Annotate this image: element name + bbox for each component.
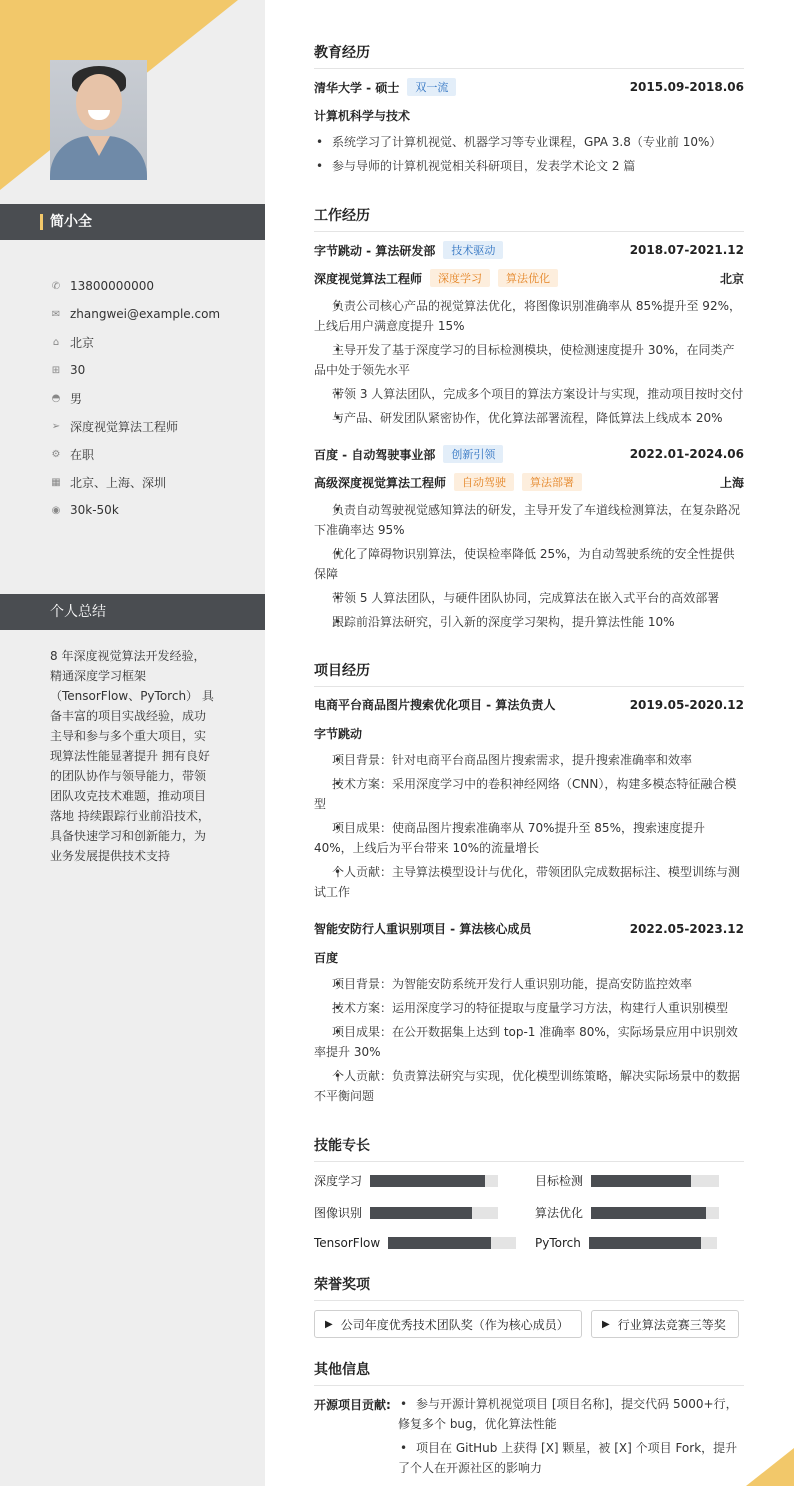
- building-icon: ▦: [51, 476, 61, 488]
- skill-item: [314, 1172, 498, 1189]
- salary-icon: ◉: [51, 504, 61, 516]
- sidebar: [0, 0, 265, 1486]
- info-position: ➢ 深度视觉算法工程师: [51, 419, 179, 434]
- role-tag: 自动驾驶: [454, 473, 514, 491]
- status-icon: ⚙: [51, 448, 61, 460]
- info-cities: ▦ 北京、上海、深圳: [51, 475, 167, 490]
- home-icon: ⌂: [52, 336, 60, 348]
- list-item: • 项目成果：在公开数据集上达到 top-1 准确率 80%，实际场景应用中识别效率提升 30%: [314, 1022, 744, 1062]
- job-city: 上海: [719, 475, 744, 490]
- summary-title: 个人总结: [0, 594, 265, 630]
- projects-title: 项目经历: [314, 660, 744, 687]
- skill-bar: [388, 1237, 516, 1249]
- triangle-right-icon: ▶: [325, 1318, 333, 1330]
- company-name: 字节跳动 - 算法研发部: [314, 243, 436, 258]
- company-tag: 技术驱动: [443, 241, 503, 259]
- skill-bar: [591, 1175, 719, 1187]
- education-date: 2015.09-2018.06: [629, 80, 744, 94]
- skill-bar-fill: [370, 1175, 485, 1187]
- list-item: • 技术方案：运用深度学习的特征提取与度量学习方法，构建行人重识别模型: [314, 998, 744, 1018]
- skill-item: [314, 1236, 516, 1250]
- school-name: 清华大学 - 硕士: [314, 80, 400, 95]
- other-bullets: [398, 1394, 744, 1482]
- skill-name: 图像识别: [314, 1206, 363, 1220]
- skill-bar-fill: [591, 1175, 691, 1187]
- decorative-corner: [746, 1448, 794, 1486]
- send-icon: ➢: [51, 420, 61, 432]
- project-bullets: [314, 750, 744, 906]
- company-tag: 创新引领: [443, 445, 503, 463]
- education-header: [314, 78, 744, 96]
- skill-bar: [589, 1237, 717, 1249]
- list-item: • 个人贡献：负责算法研究与实现，优化模型训练策略，解决实际场景中的数据不平衡问题: [314, 1066, 744, 1106]
- job-bullets: [314, 296, 744, 432]
- skill-bar-fill: [591, 1207, 706, 1219]
- project-header: [314, 920, 744, 937]
- list-item: • 参与开源计算机视觉项目 [项目名称]，提交代码 5000+行，修复多个 bug，优化算法性能: [398, 1394, 744, 1434]
- list-item: • 主导开发了基于深度学习的目标检测模块，使检测速度提升 30%，在同类产品中处于领先水平: [314, 340, 744, 380]
- summary-text: 8 年深度视觉算法开发经验，精通深度学习框架（TensorFlow、PyTorch） 具备丰富的项目实战经验，成功主导和参与多个重大项目，实现算法性能显著提升 拥有良好的团队协作与领导能力，带领团队攻克技术难题，推动项目落地 持续跟踪行业前沿技术，具备快速学习和创新能力，为业务发展提供技术支持: [50, 649, 214, 863]
- major: 计算机科学与技术: [314, 109, 411, 123]
- project-org: 百度: [314, 951, 339, 965]
- school-tag: 双一流: [407, 78, 456, 96]
- job-date: 2022.01-2024.06: [629, 447, 744, 461]
- phone-icon: ✆: [51, 280, 61, 292]
- role-tag: 算法优化: [498, 269, 558, 287]
- list-item: • 优化了障碍物识别算法，使误检率降低 25%，为自动驾驶系统的安全性提供保障: [314, 544, 744, 584]
- list-item: • 项目背景：针对电商平台商品图片搜索需求，提升搜索准确率和效率: [314, 750, 744, 770]
- job-bullets: [314, 500, 744, 636]
- info-gender: ◓ 男: [51, 391, 83, 406]
- skill-bar-fill: [370, 1207, 472, 1219]
- name-bar: [0, 204, 265, 240]
- list-item: • 带领 5 人算法团队，与硬件团队协同，完成算法在嵌入式平台的高效部署: [314, 588, 744, 608]
- company-name: 百度 - 自动驾驶事业部: [314, 447, 436, 462]
- awards-title: 荣誉奖项: [314, 1274, 744, 1301]
- project-name: 电商平台商品图片搜索优化项目 - 算法负责人: [314, 698, 556, 712]
- candidate-name: 简小全: [50, 214, 92, 230]
- skills-title: 技能专长: [314, 1135, 744, 1162]
- list-item: • 参与导师的计算机视觉相关科研项目，发表学术论文 2 篇: [314, 156, 744, 176]
- job-role-row: [314, 269, 744, 287]
- award-item: ▶ 行业算法竞赛三等奖: [591, 1310, 739, 1338]
- skill-item: [535, 1204, 719, 1221]
- work-title: 工作经历: [314, 205, 744, 232]
- project-bullets: [314, 974, 744, 1110]
- project-date: 2019.05-2020.12: [629, 697, 744, 712]
- role-tag: 深度学习: [430, 269, 490, 287]
- job-role: 深度视觉算法工程师: [314, 271, 423, 286]
- project-date: 2022.05-2023.12: [629, 921, 744, 936]
- skill-bar: [591, 1207, 719, 1219]
- skill-name: 目标检测: [535, 1174, 584, 1188]
- triangle-right-icon: ▶: [602, 1318, 610, 1330]
- skill-item: [535, 1172, 719, 1189]
- age-icon: ⊞: [51, 364, 61, 376]
- list-item: • 系统学习了计算机视觉、机器学习等专业课程，GPA 3.8（专业前 10%）: [314, 132, 744, 152]
- info-phone: ✆ 13800000000: [51, 279, 154, 293]
- info-age: ⊞ 30: [51, 363, 86, 377]
- job-role-row: [314, 473, 744, 491]
- skill-item: [535, 1236, 717, 1250]
- skill-bar-fill: [388, 1237, 490, 1249]
- info-salary: ◉ 30k-50k: [51, 503, 119, 517]
- contact-info-list: [50, 272, 220, 524]
- skill-name: 算法优化: [535, 1206, 584, 1220]
- skill-bar-fill: [589, 1237, 702, 1249]
- job-header: [314, 241, 744, 259]
- info-email: ✉ zhangwei@example.com: [51, 307, 221, 321]
- info-location: ⌂ 北京: [50, 328, 220, 356]
- skill-item: [314, 1204, 498, 1221]
- education-title: 教育经历: [314, 42, 744, 69]
- info-status: ⚙ 在职: [51, 447, 95, 462]
- job-header: [314, 445, 744, 463]
- skill-bar: [370, 1207, 498, 1219]
- list-item: • 项目成果：使商品图片搜索准确率从 70%提升至 85%，搜索速度提升 40%，上线后为平台带来 10%的流量增长: [314, 818, 744, 858]
- job-role: 高级深度视觉算法工程师: [314, 475, 447, 490]
- other-title: 其他信息: [314, 1359, 744, 1386]
- avatar: [50, 60, 147, 180]
- job-date: 2018.07-2021.12: [629, 243, 744, 257]
- list-item: • 项目背景：为智能安防系统开发行人重识别功能，提高安防监控效率: [314, 974, 744, 994]
- project-name: 智能安防行人重识别项目 - 算法核心成员: [314, 922, 532, 936]
- skill-bar: [370, 1175, 498, 1187]
- skill-name: PyTorch: [535, 1236, 581, 1250]
- list-item: • 与产品、研发团队紧密协作，优化算法部署流程，降低算法上线成本 20%: [314, 408, 744, 428]
- list-item: • 技术方案：采用深度学习中的卷积神经网络（CNN），构建多模态特征融合模型: [314, 774, 744, 814]
- job-city: 北京: [719, 271, 744, 286]
- project-header: [314, 696, 744, 713]
- list-item: • 个人贡献：主导算法模型设计与优化，带领团队完成数据标注、模型训练与测试工作: [314, 862, 744, 902]
- role-tag: 算法部署: [522, 473, 582, 491]
- education-bullets: [314, 132, 744, 180]
- other-label: 开源项目贡献:: [314, 1398, 391, 1412]
- skill-name: 深度学习: [314, 1174, 363, 1188]
- gender-icon: ◓: [51, 392, 61, 404]
- list-item: • 负责自动驾驶视觉感知算法的研发，主导开发了车道线检测算法，在复杂路况下准确率达 95%: [314, 500, 744, 540]
- list-item: • 跟踪前沿算法研究，引入新的深度学习架构，提升算法性能 10%: [314, 612, 744, 632]
- skill-name: TensorFlow: [314, 1236, 381, 1250]
- project-org: 字节跳动: [314, 727, 363, 741]
- list-item: • 负责公司核心产品的视觉算法优化，将图像识别准确率从 85%提升至 92%，上线后用户满意度提升 15%: [314, 296, 744, 336]
- list-item: • 项目在 GitHub 上获得 [X] 颗星，被 [X] 个项目 Fork，提升了个人在开源社区的影响力: [398, 1438, 744, 1478]
- award-item: ▶ 公司年度优秀技术团队奖（作为核心成员）: [314, 1310, 582, 1338]
- list-item: • 带领 3 人算法团队，完成多个项目的算法方案设计与实现，推动项目按时交付: [314, 384, 744, 404]
- mail-icon: ✉: [51, 308, 61, 320]
